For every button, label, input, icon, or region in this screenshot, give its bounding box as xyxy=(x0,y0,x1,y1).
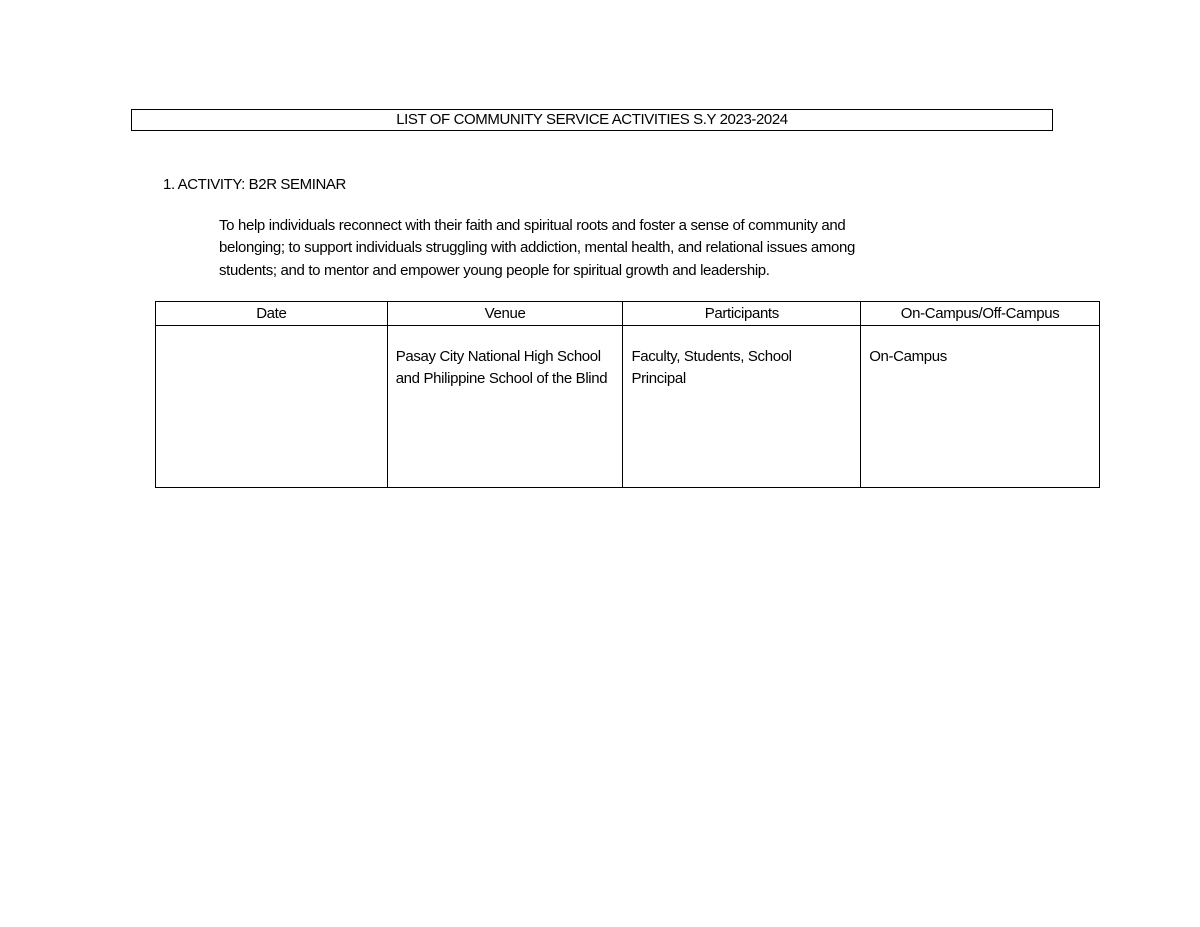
activity-table xyxy=(155,301,1100,488)
activity-heading: 1. ACTIVITY: B2R SEMINAR xyxy=(163,176,346,193)
table-row xyxy=(156,326,1100,488)
activity-description-line: To help individuals reconnect with their faith and spiritual roots and foster a sense of community and xyxy=(219,217,846,234)
header-date: Date xyxy=(156,302,388,326)
activity-description-line: belonging; to support individuals struggling with addiction, mental health, and relational issues among xyxy=(219,239,856,256)
header-campus: On-Campus/Off-Campus xyxy=(861,302,1100,326)
document-title: LIST OF COMMUNITY SERVICE ACTIVITIES S.Y 2023-2024 xyxy=(131,109,1053,131)
cell-participants: Faculty, Students, School Principal xyxy=(623,326,861,488)
cell-date xyxy=(156,326,388,488)
cell-campus: On-Campus xyxy=(861,326,1100,488)
header-participants: Participants xyxy=(623,302,861,326)
activity-description-line: students; and to mentor and empower young people for spiritual growth and leadership. xyxy=(219,262,770,279)
header-venue: Venue xyxy=(387,302,623,326)
table-header-row xyxy=(156,302,1100,326)
cell-venue: Pasay City National High School and Philippine School of the Blind xyxy=(387,326,623,488)
